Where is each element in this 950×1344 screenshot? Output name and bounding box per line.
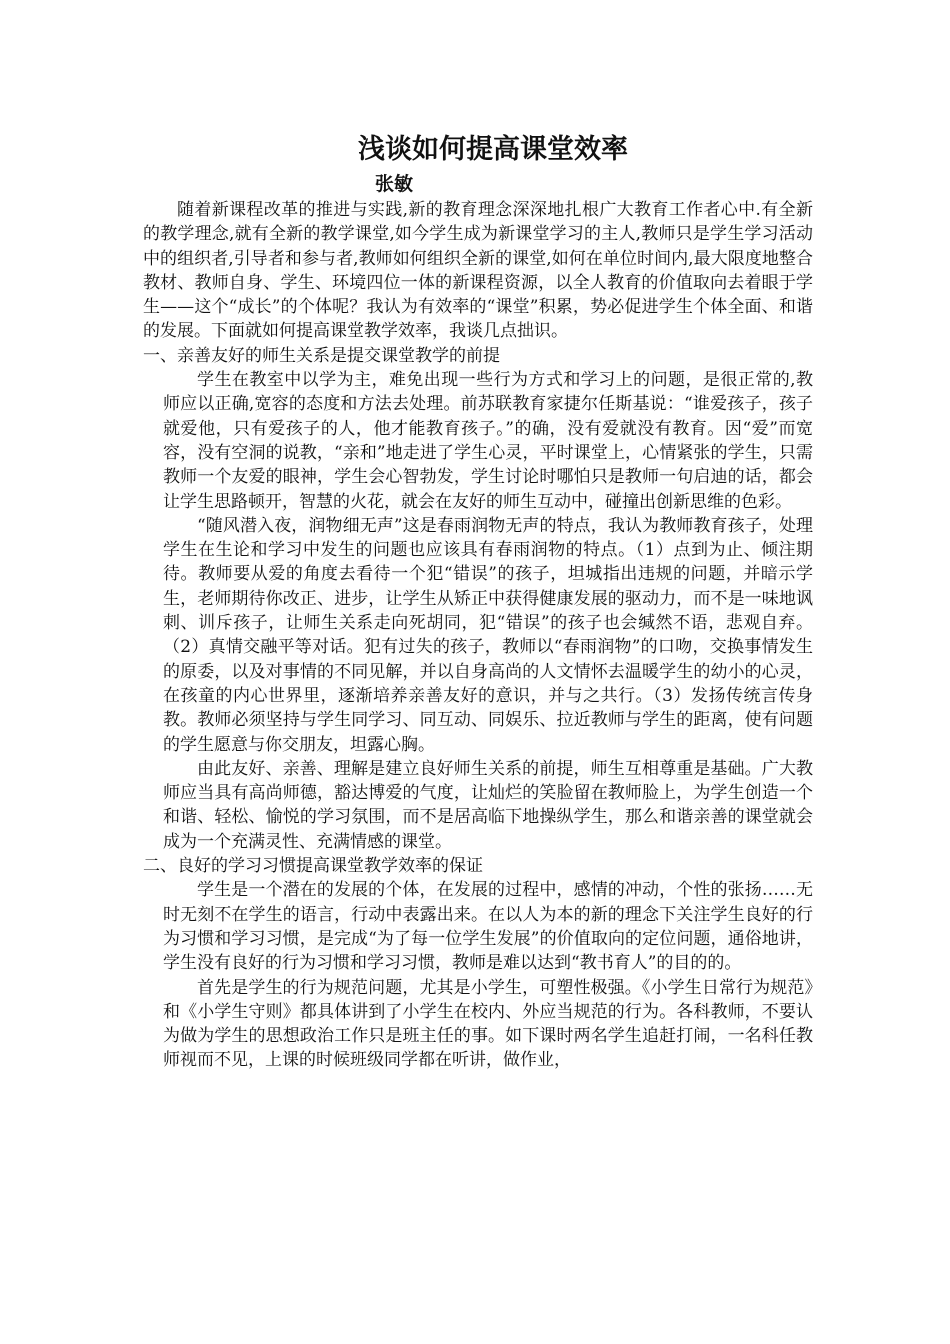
paragraph: 由此友好、亲善、理解是建立良好师生关系的前提，师生互相尊重是基础。广大教师应当具有高尚师德，豁达博爱的气度，让灿烂的笑脸留在教师脸上，为学生创造一个和谐、轻松、愉悦的学习氛围，而不是居高临下地操纵学生，那么和谐亲善的课堂就会成为一个充满灵性、充满情感的课堂。 — [163, 758, 813, 852]
section-heading-2: 二、良好的学习习惯提高课堂教学效率的保证 — [143, 856, 483, 877]
document-page — [143, 130, 813, 1073]
paragraph: 首先是学生的行为规范问题，尤其是小学生，可塑性极强。《小学生日常行为规范》和《小学生守则》都具体讲到了小学生在校内、外应当规范的行为。各科教师，不要认为做为学生的思想政治工作只是班主任的事。如下课时两名学生追赶打闹，一名科任教师视而不见，上课的时候班级同学都在听讲，做作业， — [163, 977, 813, 1071]
document-title: 浅谈如何提高课堂效率 — [358, 134, 628, 165]
author-name: 张敏 — [375, 173, 414, 195]
section-heading-1: 一、亲善友好的师生关系是提交课堂教学的前提 — [143, 345, 500, 366]
paragraph: 学生在教室中以学为主，难免出现一些行为方式和学习上的问题，是很正常的,教师应以正确,宽容的态度和方法去处理。前苏联教育家捷尔任斯基说：“谁爱孩子，孩子就爱他，只有爱孩子的人，他才能教育孩子。”的确，没有爱就没有教育。因“爱”而宽容，没有空洞的说教，“亲和”地走进了学生心灵，平时课堂上，心情紧张的学生，只需教师一个友爱的眼神，学生会心智勃发，学生讨论时哪怕只是教师一句启迪的话，都会让学生思路顿开，智慧的火花，就会在友好的师生互动中，碰撞出创新思维的色彩。 — [163, 370, 813, 512]
paragraph: 学生是一个潜在的发展的个体，在发展的过程中，感情的冲动，个性的张扬……无时无刻不在学生的语言，行动中表露出来。在以人为本的新的理念下关注学生良好的行为习惯和学习习惯，是完成“为了每一位学生发展”的价值取向的定位问题，通俗地讲，学生没有良好的行为习惯和学习习惯，教师是难以达到“教书育人”的目的的。 — [163, 880, 813, 974]
paragraph: “随风潜入夜，润物细无声”这是春雨润物无声的特点，我认为教师教育孩子，处理学生在生论和学习中发生的问题也应该具有春雨润物的特点。（1）点到为止、倾注期待。教师要从爱的角度去看待一个犯“错误”的孩子，坦城指出违规的问题，并暗示学生，老师期待你改正、进步，让学生从矫正中获得健康发展的驱动力，而不是一味地讽刺、训斥孩子，让师生关系走向死胡同，犯“错误”的孩子也会缄然不语，悲观自弃。（2）真情交融平等对话。犯有过失的孩子，教师以“春雨润物”的口吻，交换事情发生的原委，以及对事情的不同见解，并以自身高尚的人文情怀去温暖学生的幼小的心灵，在孩童的内心世界里，逐渐培养亲善友好的意识，并与之共行。（3）发扬传统言传身教。教师必须坚持与学生同学习、同互动、同娱乐、拉近教师与学生的距离，使有问题的学生愿意与你交朋友，坦露心胸。 — [163, 515, 813, 755]
intro-paragraph: 随着新课程改革的推进与实践,新的教育理念深深地扎根广大教育工作者心中.有全新的教学理念,就有全新的教学课堂,如今学生成为新课堂学习的主人,教师只是学生学习活动中的组织者,引导者和参与者,教师如何组织全新的课堂,如何在单位时间内,最大限度地整合教材、教师自身、学生、环境四位一体的新课程资源，以全人教育的价值取向去着眼于学生——这个“成长”的个体呢？我认为有效率的“课堂”积累，势必促进学生个体全面、和谐的发展。下面就如何提高课堂教学效率，我谈几点拙识。 — [143, 200, 813, 342]
